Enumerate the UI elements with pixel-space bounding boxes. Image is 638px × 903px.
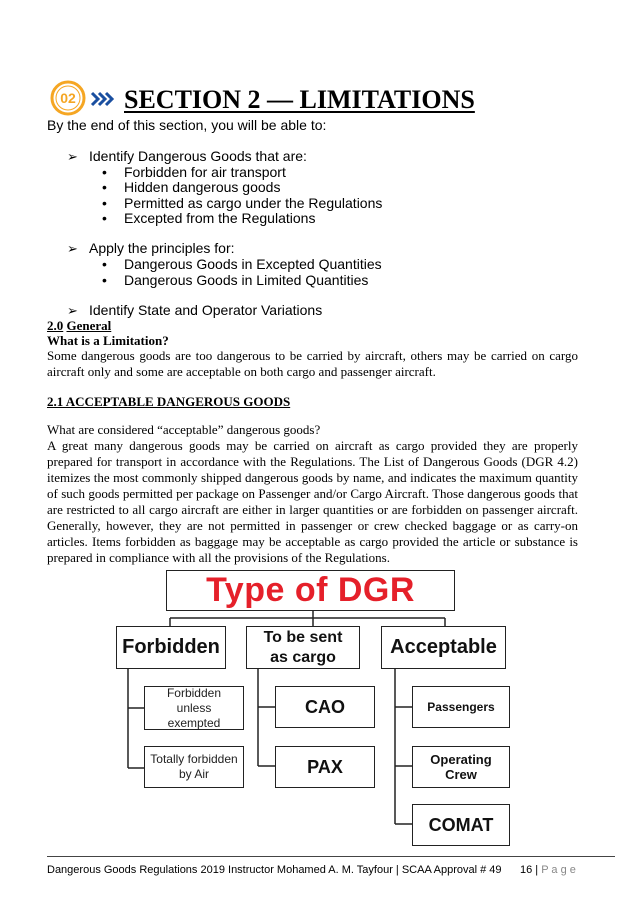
pax-box: PAX <box>275 746 375 788</box>
acceptable-paragraph: A great many dangerous goods may be carried on aircraft as cargo provided they are properly prepared for transport in accordance with the Regulations. The List of Dangerous Goods (DGR 4.2) itemizes the most commonly shipped dangerous goods by name, and indicates the maximum quantity of such goods permitted per package on Passenger and/or Cargo Aircraft. Those dangerous goods that are restricted to all cargo aircraft are either in larger quantities or are forbidden on passenger aircraft. Generally, however, they are not permitted in passenger or crew checked baggage or as carry-on articles. Items forbidden as baggage may be acceptable as cargo provided the article or substance is prepared in compliance with all the provisions of the Regulations. <box>47 438 578 565</box>
arrow-bullet-icon: ➢ <box>67 303 78 318</box>
passengers-box: Passengers <box>412 686 510 728</box>
general-paragraph: Some dangerous goods are too dangerous to be carried by aircraft, others may be carried on cargo aircraft only and some are acceptable on both cargo and passenger aircraft. <box>47 348 578 379</box>
objective-1-sub-3: • Permitted as cargo under the Regulations <box>102 195 383 211</box>
forbidden-unless-box: Forbidden unless exempted <box>144 686 244 730</box>
diagram-title-box <box>166 570 455 611</box>
objective-1-sub-1: • Forbidden for air transport <box>102 164 286 180</box>
acceptable-heading: 2.1 ACCEPTABLE DANGEROUS GOODS <box>47 394 291 409</box>
forbidden-box: Forbidden <box>116 626 226 669</box>
footer-divider <box>47 856 615 857</box>
intro-text: By the end of this section, you will be able to: <box>47 117 327 133</box>
double-arrow-icon <box>90 91 116 107</box>
acceptable-question: What are considered “acceptable” dangerous goods? <box>47 422 321 437</box>
acceptable-box: Acceptable <box>381 626 506 669</box>
comat-box: COMAT <box>412 804 510 846</box>
objective-2-sub-2: • Dangerous Goods in Limited Quantities <box>102 272 369 288</box>
objective-2-sub-1: • Dangerous Goods in Excepted Quantities <box>102 256 382 272</box>
cao-box: CAO <box>275 686 375 728</box>
operating-crew-box: Operating Crew <box>412 746 510 788</box>
arrow-bullet-icon: ➢ <box>67 241 78 256</box>
totally-forbidden-box: Totally forbidden by Air <box>144 746 244 788</box>
general-question: What is a Limitation? <box>47 333 169 348</box>
badge-number: 02 <box>60 90 76 106</box>
page-title: SECTION 2 — LIMITATIONS <box>124 85 475 114</box>
objective-3: ➢ Identify State and Operator Variations <box>67 302 323 318</box>
arrow-bullet-icon: ➢ <box>67 149 78 164</box>
footer-text: Dangerous Goods Regulations 2019 Instructor Mohamed A. M. Tayfour | SCAA Approval # 49 <box>47 864 502 876</box>
objective-1: ➢ Identify Dangerous Goods that are: <box>67 148 307 164</box>
general-heading: 2.0 General <box>47 318 112 333</box>
objective-1-sub-4: • Excepted from the Regulations <box>102 210 316 226</box>
diagram-title: Type of DGR <box>206 571 415 609</box>
objective-2: ➢ Apply the principles for: <box>67 240 235 256</box>
section-badge-icon <box>50 80 86 116</box>
objective-1-sub-2: • Hidden dangerous goods <box>102 179 281 195</box>
to-be-sent-box: To be sent as cargo <box>246 626 360 669</box>
page-number: 16 | P a g e <box>520 864 576 876</box>
